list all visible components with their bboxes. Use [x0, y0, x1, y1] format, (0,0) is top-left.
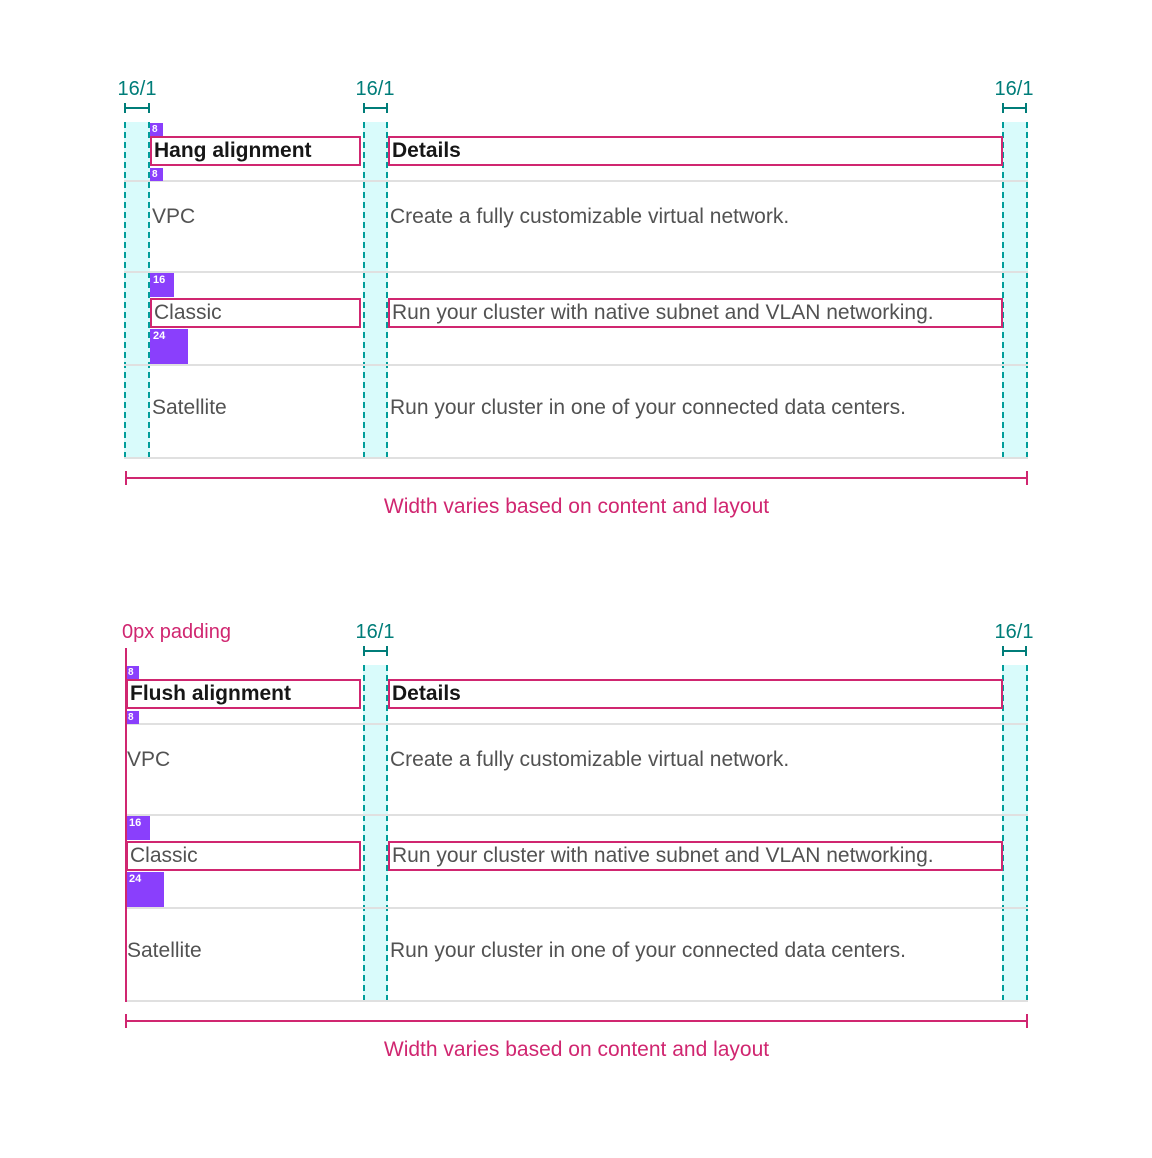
header-cell-details: Details: [388, 679, 1003, 709]
width-caption: Width varies based on content and layout: [383, 495, 770, 518]
spacing-token-8-header-bottom: 8: [126, 711, 139, 724]
hang-alignment-spec-diagram: [0, 78, 1152, 543]
cell-satellite-details: Run your cluster in one of your connected data centers.: [390, 396, 906, 419]
grid-gutter-column-left: [124, 122, 150, 458]
spacing-token-24-row-bottom: 24: [150, 329, 188, 364]
row-divider: [124, 364, 1028, 366]
row-divider: [126, 1000, 1028, 1002]
gutter-width-label-left: 16/1: [117, 78, 157, 100]
cell-satellite-name: Satellite: [127, 939, 202, 962]
measure-bracket-right: [1002, 103, 1027, 113]
cell-vpc-name: VPC: [152, 205, 196, 228]
cell-classic-name: Classic: [126, 841, 361, 871]
row-divider: [126, 907, 1028, 909]
spacing-token-16-row-top: 16: [150, 273, 174, 297]
grid-gutter-column-middle: [363, 122, 388, 458]
cell-vpc-details: Create a fully customizable virtual network.: [390, 205, 790, 228]
measure-bracket-middle: [363, 646, 388, 656]
cell-classic-name: Classic: [150, 298, 361, 328]
gutter-width-label-right: 16/1: [994, 78, 1034, 100]
width-caption: Width varies based on content and layout: [383, 1038, 770, 1061]
grid-gutter-column-middle: [363, 665, 388, 1001]
gutter-width-label-right: 16/1: [994, 621, 1034, 643]
row-divider: [126, 814, 1028, 816]
zero-padding-edge-line: [125, 648, 127, 1002]
spacing-token-24-row-bottom: 24: [126, 872, 164, 907]
row-divider: [124, 457, 1028, 459]
header-cell-title: Flush alignment: [126, 679, 361, 709]
width-measure-line: [125, 1014, 1028, 1028]
measure-bracket-left: [124, 103, 150, 113]
row-divider: [124, 180, 1028, 182]
measure-bracket-middle: [363, 103, 388, 113]
cell-classic-details: Run your cluster with native subnet and VLAN networking.: [388, 841, 1003, 871]
cell-vpc-details: Create a fully customizable virtual network.: [390, 748, 790, 771]
cell-vpc-name: VPC: [127, 748, 171, 771]
cell-satellite-details: Run your cluster in one of your connected data centers.: [390, 939, 906, 962]
header-cell-details: Details: [388, 136, 1003, 166]
spacing-token-8-header-top: 8: [126, 666, 139, 679]
spacing-token-16-row-top: 16: [126, 816, 150, 840]
header-cell-title: Hang alignment: [150, 136, 361, 166]
cell-satellite-name: Satellite: [152, 396, 227, 419]
width-measure-line: [125, 471, 1028, 485]
grid-gutter-column-right: [1002, 665, 1028, 1001]
zero-padding-label: 0px padding: [122, 621, 231, 643]
spacing-token-8-header-bottom: 8: [150, 168, 163, 181]
row-divider: [124, 271, 1028, 273]
gutter-width-label-middle: 16/1: [355, 78, 395, 100]
gutter-width-label-middle: 16/1: [355, 621, 395, 643]
cell-classic-details: Run your cluster with native subnet and VLAN networking.: [388, 298, 1003, 328]
row-divider: [126, 723, 1028, 725]
flush-alignment-spec-diagram: [0, 621, 1152, 1086]
measure-bracket-right: [1002, 646, 1027, 656]
grid-gutter-column-right: [1002, 122, 1028, 458]
spacing-token-8-header-top: 8: [150, 123, 163, 136]
